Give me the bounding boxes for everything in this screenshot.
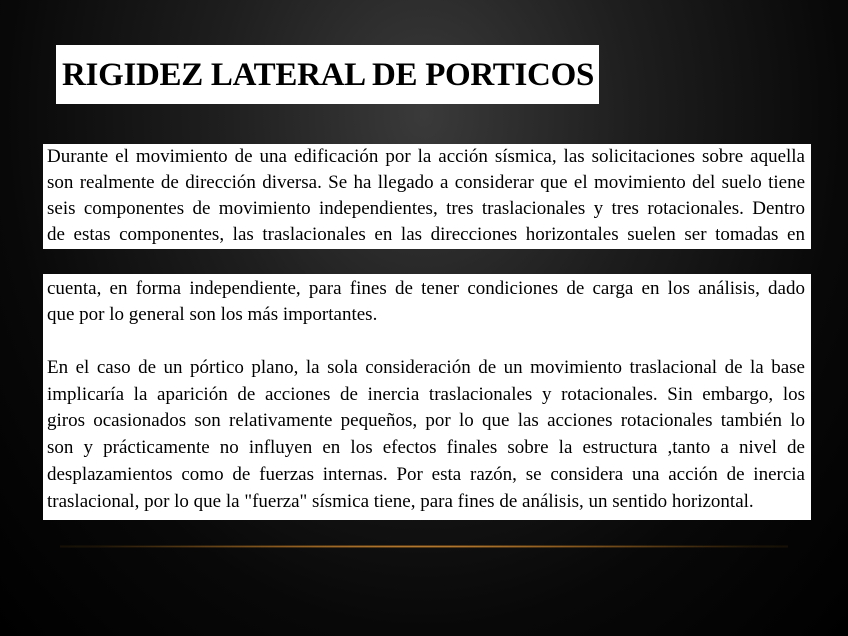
text-line: giros ocasionados son relativamente pequeños, por lo que las acciones rotacionales también lo (47, 410, 805, 431)
text-line: desplazamientos como de fuerzas internas. Por esta razón, se considera una acción de inercia (47, 464, 805, 485)
text-line: traslacional, por lo que la "fuerza" sísmica tiene, para fines de análisis, un sentido horizontal. (47, 491, 754, 512)
text-box-bottom (43, 274, 811, 520)
decorative-glow-line (60, 545, 788, 548)
text-line: de estas componentes, las traslacionales en las direcciones horizontales suelen ser tomadas en (47, 224, 805, 245)
text-line: son y prácticamente no influyen en los efectos finales sobre la estructura ,tanto a nivel de (47, 437, 805, 458)
text-box-top (43, 144, 811, 249)
text-line: implicaría la aparición de acciones de inercia traslacionales y rotacionales. Sin embargo, los (47, 384, 805, 405)
text-line: seis componentes de movimiento independientes, tres traslacionales y tres rotacionales. Dentro (47, 198, 805, 219)
text-line: son realmente de dirección diversa. Se ha llegado a considerar que el movimiento del suelo tiene (47, 172, 805, 193)
title-box (56, 45, 599, 104)
text-line: Durante el movimiento de una edificación por la acción sísmica, las solicitaciones sobre aquella (47, 146, 805, 167)
text-line: En el caso de un pórtico plano, la sola consideración de un movimiento traslacional de la base (47, 357, 805, 378)
text-line: cuenta, en forma independiente, para fines de tener condiciones de carga en los análisis, dado (47, 278, 805, 299)
text-line: que por lo general son los más importantes. (47, 304, 378, 325)
slide-title: RIGIDEZ LATERAL DE PORTICOS (62, 57, 595, 93)
